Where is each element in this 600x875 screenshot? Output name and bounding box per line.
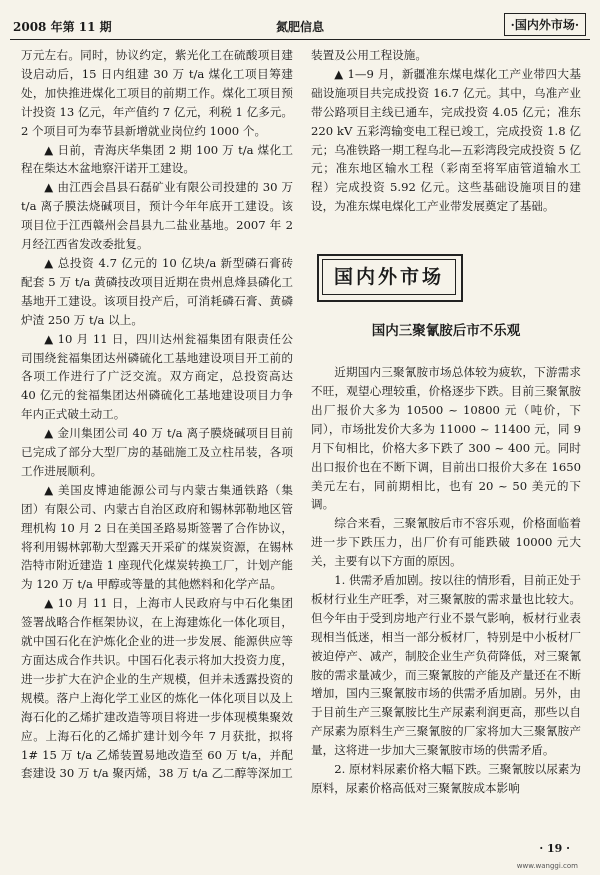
- triangle-bullet-icon: ▲: [334, 66, 344, 81]
- right-column: [311, 46, 581, 798]
- paragraph-text: 万元左右。同时，协议约定，紫光化工在硫酸项目建设启动后，15 日内组建 30 万 t/a 煤化工项目筹建处，加快推进煤化工项目的前期工作。煤化工项目预计投资 13 亿元，年产值约 7 亿元，利税 1 亿多元。2 个项目可为奉节县新增就业岗位约 1000 个。: [21, 48, 293, 138]
- paragraph-text: 总投资 4.7 亿元的 10 亿块/a 新型磷石膏砖配套 5 万 t/a 黄磷技改项目近期在贵州息烽县磷化工基地开工建设。该项目投产后，可消耗磷石膏、黄磷炉渣 250 万 t/a 以上。: [21, 255, 294, 327]
- paragraph-text: 日前，青海庆华集团 2 期 100 万 t/a 煤化工程在柴达木盆地察汗诺开工建设。: [21, 142, 293, 176]
- paragraph: [311, 46, 581, 65]
- paragraph-text: 金川集团公司 40 万 t/a 离子膜烧碱项目目前已完成了部分大型厂房的基础施工及立柱吊装，各项工作进展顺利。: [21, 426, 293, 478]
- paragraph: [21, 330, 293, 425]
- article-body: [311, 363, 581, 798]
- paragraph-text: 10 月 11 日，上海市人民政府与中石化集团签署战略合作框架协议，在上海建炼化一体化项目，就中国石化在沪炼化企业的进一步发展、能源供应等方面达成合作共识。中国石化表示将加大投资力度，进一步扩大在沪企业的生产规模，但并未透露投资的规模。落户上海化学工业区的炼化一体化项目以及上海石化的乙烯扩建改造等项目将进一步体现模集聚效应。上海石化的乙烯扩建计划今年 7 月获批，拟将 1# 15 万 t/a 乙烯装置易地改造至 60 万 t/a，并配套建设 30 万 t/a 聚丙烯，38 万 t/a 乙二醇等深加工: [21, 596, 293, 781]
- paragraph: 近期国内三聚氰胺市场总体较为疲软，下游需求不旺，观望心理较重，价格逐步下跌。目前三聚氰胺出厂报价大多为 10500 ~ 10800 元（吨价，下同），市场批发价大多为 11000 ~ 11400 元，同 9 月下旬相比，价格大多下跌了 300 ~ 400 元。同时出口报价也在不断下调，目前出口报价大多在 1650 美元左右，同前期相比，也有 20 ~ 50 美元的下调。: [311, 365, 581, 512]
- triangle-bullet-icon: ▲: [44, 255, 54, 270]
- paragraph: 2. 原材料尿素价格大幅下跌。三聚氰胺以尿素为原料，尿素价格高低对三聚氰胺成本影响: [311, 762, 581, 795]
- paragraph-text: 由江西会昌县石磊矿业有限公司投建的 30 万 t/a 离子膜法烧碱项目，预计今年年底开工建设。该项目位于江西赣州会昌县九二盐业基地。2007 年 2 月经江西省发改委批复。: [21, 180, 293, 252]
- paragraph: [21, 481, 293, 594]
- section-banner: [317, 254, 463, 302]
- paragraph: [21, 46, 293, 141]
- triangle-bullet-icon: ▲: [44, 142, 54, 157]
- paragraph: [21, 424, 293, 481]
- triangle-bullet-icon: ▲: [44, 482, 54, 497]
- header-divider: [10, 39, 590, 40]
- paragraph-text: 装置及公用工程设施。: [311, 48, 427, 62]
- paragraph: 综合来看，三聚氰胺后市不容乐观，价格面临着进一步下跌压力，出厂价有可能跌破 10000 元大关，主要有以下方面的原因。: [311, 516, 581, 569]
- section-banner-text: 国内外市场: [322, 259, 456, 295]
- paragraph-text: 10 月 11 日，四川达州瓮福集团有限责任公司围绕瓮福集团达州磷硫化工基地建设项目开工前的各项工作进行了广泛交流。双方商定，总投资高达 40 亿元的瓮福集团达州磷硫化工基地建设项目力争年内正式破土动工。: [21, 331, 293, 422]
- paragraph: [21, 141, 293, 179]
- paragraph: [21, 254, 293, 330]
- triangle-bullet-icon: ▲: [44, 331, 54, 346]
- journal-name: 氮肥信息: [275, 20, 324, 34]
- triangle-bullet-icon: ▲: [44, 180, 54, 195]
- issue-label: 2008 年第 11 期: [13, 20, 112, 34]
- triangle-bullet-icon: ▲: [44, 426, 54, 441]
- page-header: [0, 0, 600, 44]
- paragraph: [311, 65, 581, 216]
- page-number: · 19 ·: [539, 842, 570, 855]
- paragraph: [21, 178, 293, 254]
- section-label: ·国内外市场·: [504, 13, 586, 36]
- paragraph: [21, 594, 293, 783]
- triangle-bullet-icon: ▲: [44, 596, 54, 611]
- article-title: 国内三聚氰胺后市不乐观: [371, 323, 521, 340]
- watermark: www.wanggi.com: [516, 862, 578, 870]
- right-column-news: [311, 46, 581, 216]
- paragraph: 1. 供需矛盾加剧。按以往的情形看，目前正处于板材行业生产旺季，对三聚氰胺的需求量也比较大。但今年由于受到房地产行业不景气影响，板材行业表现相当低迷，相当一部分板材厂，特别是中小板材厂被迫停产、减产，制胶企业生产负荷降低，对三聚氰胺的需求量减少，而三聚氰胺的产能及产量还在不断增加，国内三聚氰胺市场的供需矛盾加剧。另外，由于目前生产三聚氰胺比生产尿素利润更高，那些以自产尿素为原料生产三聚氰胺的厂家将加大三聚氰胺产量，这将进一步加大三聚氰胺市场的供需矛盾。: [311, 573, 581, 758]
- left-column: [21, 46, 293, 783]
- paragraph-text: 美国皮博迪能源公司与内蒙古集通铁路（集团）有限公司、内蒙古自治区政府和锡林郭勒地区管理机构 10 月 2 日在美国圣路易斯签署了合作协议，将利用锡林郭勒大型露天开采矿的煤炭资源，在锡林浩特市附近建造 1 座现代化煤炭转换工厂，计划产能为 120 万 t/a 甲醇或等量的其他燃料和化学产品。: [21, 482, 293, 592]
- paragraph-text: 1—9 月，新疆准东煤电煤化工产业带四大基础设施项目共完成投资 16.7 亿元。其中，乌准产业带公路项目主线已通车，完成投资 4.05 亿元；准东 220 kV 五彩湾输变电工程已竣工，完成投资 1.8 亿元；乌准铁路一期工程乌北—五彩湾段完成投资 5 亿元；准东地区输水工程（彩南至将军庙管道输水工程）完成投资 5.92 亿元。这些基础设施项目的建设，为准东煤电煤化工产业带发展奠定了基础。: [311, 66, 581, 214]
